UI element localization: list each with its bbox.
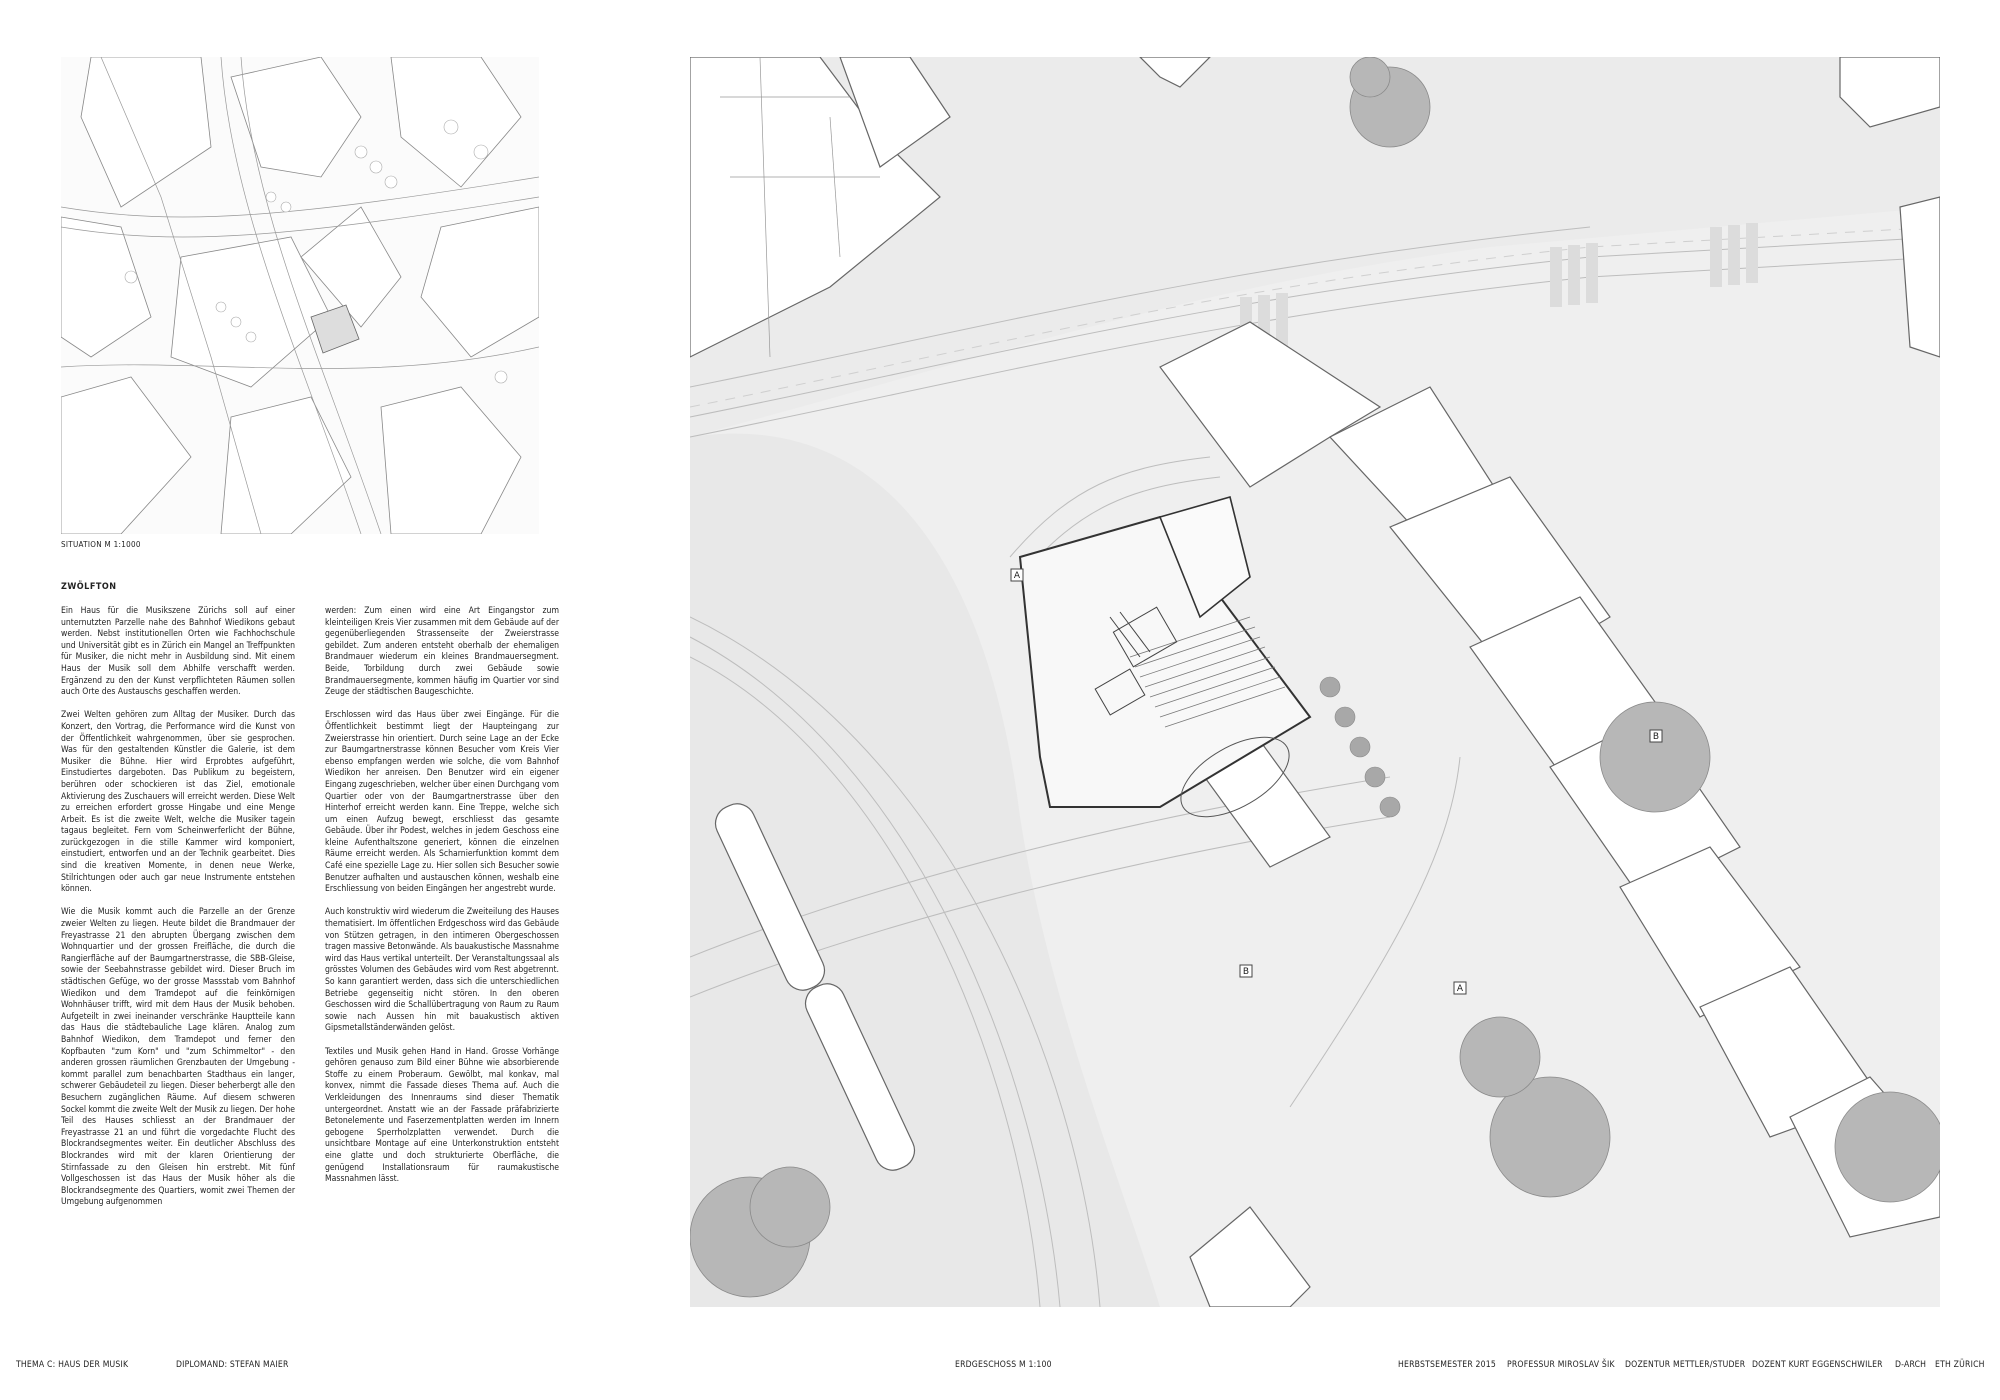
text-column-left: [61, 606, 295, 1220]
section-marker-a-bottom: A: [1456, 984, 1464, 994]
footer-department: D-ARCH: [1895, 1360, 1927, 1370]
paragraph: Zwei Welten gehören zum Alltag der Musiker. Durch das Konzert, den Vortrag, die Performance wird die Kunst von der Öffentlichkeit wahrgenommen, über sie gesprochen. Was für den gestaltenden Künstler die Galerie, ist dem Musiker die Bühne. Hier wird Erprobtes aufgeführt, Einstudiertes dargeboten. Das Publikum zu begeistern, berühren oder schockieren ist das Ziel, emotionale Aktivierung des Zuschauers will erreicht werden. Diese Welt zu erreichen erfordert grosse Hingabe und eine Menge Arbeit. Es ist die zweite Welt, welche die Musiker tagein tagaus begleitet. Fern vom Scheinwerferlicht der Bühne, zurückgezogen in die stille Kammer wird komponiert, einstudiert, entworfen und an der Technik gearbeitet. Dies sind die kreativen Momente, in denen neue Werke, Stilrichtungen oder auch gar neue Instrumente entstehen können.: [61, 710, 295, 895]
site-plan-caption: SITUATION M 1:1000: [61, 540, 141, 549]
footer-semester: HERBSTSEMESTER 2015: [1398, 1360, 1497, 1370]
section-marker-b-bottom: B: [1242, 967, 1250, 977]
footer-school: ETH ZÜRICH: [1935, 1360, 1985, 1370]
paragraph: Wie die Musik kommt auch die Parzelle an der Grenze zweier Welten zu liegen. Heute bildet die Brandmauer der Freyastrasse 21 den abrupten Übergang zwischen dem Wohnquartier und der grossen Freifläche, die durch die Rangierfläche auf der Baumgartnerstrasse, die SBB-Gleise, sowie der Seebahnstrasse gebildet wird. Dieser Bruch im städtischen Gefüge, wo der grosse Massstab vom Bahnhof Wiedikon und dem Tramdepot auf die feinkörnigen Wohnhäuser trifft, wird mit dem Haus der Musik behoben. Aufgeteilt in zwei ineinander verschränke Hauptteile kann das Haus die städtebauliche Lage klären. Analog zum Bahnhof Wiedikon, dem Tramdepot und ferner den Kopfbauten "zum Korn" und "zum Schimmeltor" - den anderen grossen räumlichen Grenzbauten der Umgebung - kommt parallel zum benachbarten Stadthaus ein langer, schwerer Gebäudeteil zu liegen. Dieser beherbergt alle den Besuchern zugänglichen Räume. Auf diesem schweren Sockel kommt die zweite Welt der Musik zu liegen. Der hohe Teil des Hauses schliesst an der Brandmauer der Freyastrasse 21 an und führt die vorgedachte Flucht des Blockrandsegmentes weiter. Ein deutlicher Abschluss des Blockrandes wird mit der klaren Orientierung der Stirnfassade zu den Gleisen hin erstrebt. Mit fünf Vollgeschossen ist das Haus der Musik höher als die Blockrandsegmente des Quartiers, womit zwei Themen der Umgebung aufgenommen: [61, 907, 295, 1208]
text-column-right: [325, 606, 559, 1197]
footer-dozent: DOZENT KURT EGGENSCHWILER: [1752, 1360, 1883, 1370]
project-title: ZWÖLFTON: [61, 582, 117, 592]
footer-diplomand: DIPLOMAND: STEFAN MAIER: [176, 1360, 289, 1370]
paragraph: werden: Zum einen wird eine Art Eingangstor zum kleinteiligen Kreis Vier zusammen mit dem Gebäude auf der gegenüberliegenden Strassenseite der Zweierstrasse gebildet. Zum anderen entsteht oberhalb der ehemaligen Brandmauer wiederum ein kleines Brandmauersegment. Beide, Torbildung durch zwei Gebäude sowie Brandmauersegmente, kommen häufig im Quartier vor sind Zeuge der städtischen Baugeschichte.: [325, 606, 559, 698]
paragraph: Erschlossen wird das Haus über zwei Eingänge. Für die Öffentlichkeit bestimmt liegt der Haupteingang zur Zweierstrasse hin orientiert. Durch seine Lage an der Ecke zur Baumgartnerstrasse können Besucher vom Kreis Vier ebenso empfangen werden wie solche, die vom Bahnhof Wiedikon her anreisen. Den Benutzer wird ein eigener Eingang zugeschrieben, welcher über einen Durchgang vom Quartier oder von der Baumgartnerstrasse über den Hinterhof erreicht werden kann. Eine Treppe, welche sich um einen Aufzug bewegt, erschliesst das gesamte Gebäude. Über ihr Podest, welches in jedem Geschoss eine kleine Aufenthaltszone generiert, können die einzelnen Räume erreicht werden. Als Scharnierfunktion kommt dem Café eine spezielle Lage zu. Hier sollen sich Besucher sowie Benutzer aufhalten und austauschen können, weshalb eine Erschliessung von beiden Eingängen her angestrebt wurde.: [325, 710, 559, 895]
footer-theme: THEMA C: HAUS DER MUSIK: [16, 1360, 129, 1370]
ground-floor-plan-drawing: [690, 57, 1940, 1307]
footer-dozentur: DOZENTUR METTLER/STUDER: [1625, 1360, 1746, 1370]
footer-plan-caption: ERDGESCHOSS M 1:100: [955, 1360, 1052, 1370]
paragraph: Auch konstruktiv wird wiederum die Zweiteilung des Hauses thematisiert. Im öffentlichen Erdgeschoss wird das Gebäude von Stützen getragen, in den intimeren Obergeschossen tragen massive Betonwände. Als bauakustische Massnahme wird das Haus vertikal unterteilt. Der Veranstaltungssaal als grösstes Volumen des Gebäudes wird vom Rest abgetrennt. So kann garantiert werden, dass sich die unterschiedlichen Betriebe gegenseitig nicht stören. In den oberen Geschossen wird die Schallübertragung von Raum zu Raum sowie nach Aussen hin mit bauakustisch aktiven Gipsmetallständerwänden gelöst.: [325, 907, 559, 1034]
paragraph: Textiles und Musik gehen Hand in Hand. Grosse Vorhänge gehören genauso zum Bild einer Bühne wie absorbierende Stoffe zu einem Proberaum. Gewölbt, mal konkav, mal konvex, nimmt die Fassade dieses Thema auf. Auch die Verkleidungen des Innenraums sind dieser Thematik untergeordnet. Anstatt wie an der Fassade präfabrizierte Betonelemente und Faserzementplatten werden im Innern gebogene Sperrholzplatten verwendet. Durch die unsichtbare Montage auf eine Unterkonstruktion entsteht eine glatte und doch strukturierte Oberfläche, die genügend Installationsraum für raumakustische Massnahmen lässt.: [325, 1046, 559, 1185]
site-plan-drawing: [61, 57, 539, 534]
paragraph: Ein Haus für die Musikszene Zürichs soll auf einer unternutzten Parzelle nahe des Bahnhof Wiedikons gebaut werden. Nebst institutionellen Orten wie Fachhochschule und Universität gibt es in Zürich ein Mangel an Treffpunkten für Musiker, die nicht mehr in Ausbildung sind. Mit einem Haus der Musik soll dem Abhilfe verschafft werden. Ergänzend zu den der Kunst verpflichteten Räumen sollen auch Orte des Austauschs geschaffen werden.: [61, 606, 295, 698]
footer-professor: PROFESSUR MIROSLAV ŠIK: [1507, 1360, 1615, 1370]
section-marker-a-top: A: [1013, 571, 1021, 581]
section-marker-b-right: B: [1652, 732, 1660, 742]
